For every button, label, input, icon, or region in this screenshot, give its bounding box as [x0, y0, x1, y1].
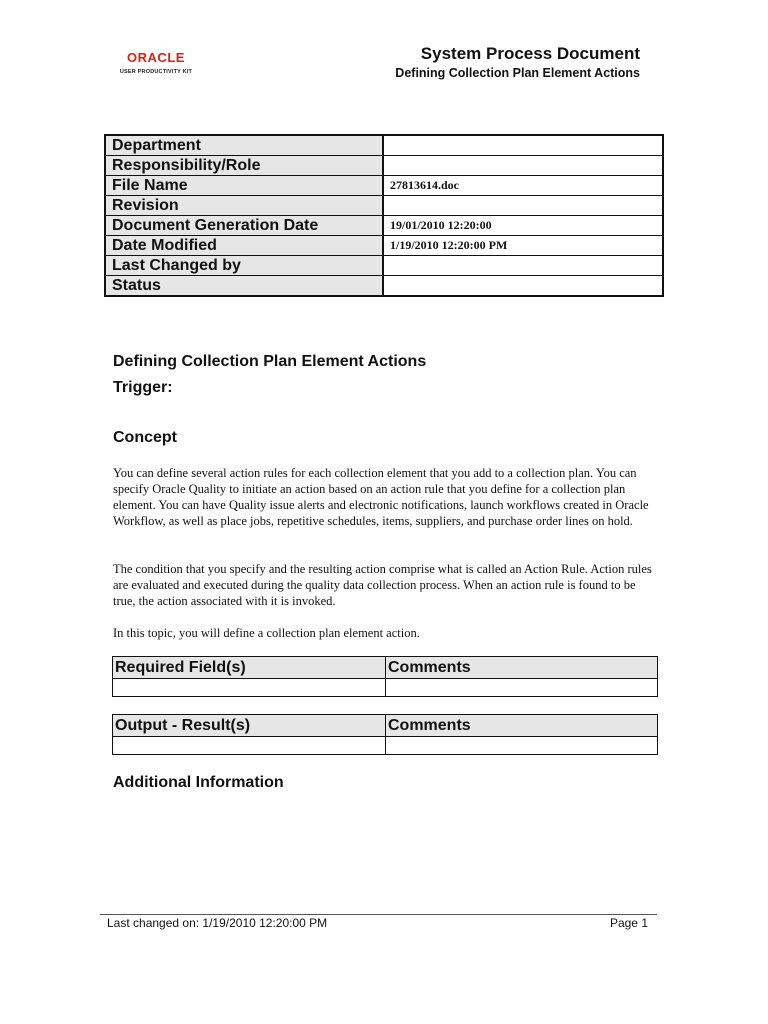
table-cell [113, 737, 386, 755]
table-cell [386, 737, 658, 755]
footer-last-changed: Last changed on: 1/19/2010 12:20:00 PM [107, 916, 328, 930]
footer-page-number: Page 1 [609, 916, 648, 930]
concept-paragraph-2: The condition that you specify and the resulting action comprise what is called an Action Rule. Action rules are evaluated and executed during the quality data collection process. When an action rule is found to be true, the action associated with it is invoked. [113, 562, 652, 608]
output-results-table [112, 714, 658, 755]
table-cell [113, 679, 386, 697]
property-value: 1/19/2010 12:20:00 PM [383, 236, 663, 256]
table-row [105, 276, 663, 297]
column-header: Output - Result(s) [113, 715, 386, 737]
concept-heading: Concept [113, 429, 177, 446]
table-row [105, 256, 663, 276]
table-row [105, 135, 663, 156]
property-label: Status [105, 276, 383, 297]
document-properties-table [104, 134, 664, 297]
table-row [105, 196, 663, 216]
table-row [105, 156, 663, 176]
concept-paragraph-3: In this topic, you will define a collection plan element action. [113, 626, 420, 640]
column-header: Required Field(s) [113, 657, 386, 679]
table-cell [386, 679, 658, 697]
property-value [383, 156, 663, 176]
table-row [113, 679, 658, 697]
property-label: Revision [105, 196, 383, 216]
logo-brand: ORACLE [127, 50, 185, 65]
oracle-upk-logo [106, 42, 206, 82]
column-header: Comments [386, 715, 658, 737]
property-value: 19/01/2010 12:20:00 [383, 216, 663, 236]
property-label: File Name [105, 176, 383, 196]
table-header-row [113, 657, 658, 679]
table-row [105, 216, 663, 236]
table-row [105, 236, 663, 256]
concept-paragraph-1: You can define several action rules for each collection element that you add to a collection plan. You can specify Oracle Quality to initiate an action based on an action rule that you define for a collection plan element. You can have Quality issue alerts and electronic notifications, launch workflows created in Oracle Workflow, as well as place jobs, repetitive schedules, items, suppliers, and purchase order lines on hold. [113, 466, 649, 528]
property-value: 27813614.doc [383, 176, 663, 196]
property-label: Last Changed by [105, 256, 383, 276]
required-fields-table [112, 656, 658, 697]
additional-information-heading: Additional Information [113, 774, 284, 791]
table-row [105, 176, 663, 196]
property-value [383, 276, 663, 297]
property-value [383, 256, 663, 276]
property-value [383, 135, 663, 156]
property-value [383, 196, 663, 216]
trigger-label: Trigger: [113, 379, 173, 396]
property-label: Department [105, 135, 383, 156]
property-label: Date Modified [105, 236, 383, 256]
logo-subtitle: USER PRODUCTIVITY KIT [119, 69, 193, 75]
table-header-row [113, 715, 658, 737]
table-row [113, 737, 658, 755]
property-label: Document Generation Date [105, 216, 383, 236]
section-title: Defining Collection Plan Element Actions [113, 353, 427, 370]
document-subtitle: Defining Collection Plan Element Actions [395, 66, 640, 80]
document-title: System Process Document [420, 44, 640, 63]
footer-divider [100, 914, 657, 915]
column-header: Comments [386, 657, 658, 679]
property-label: Responsibility/Role [105, 156, 383, 176]
